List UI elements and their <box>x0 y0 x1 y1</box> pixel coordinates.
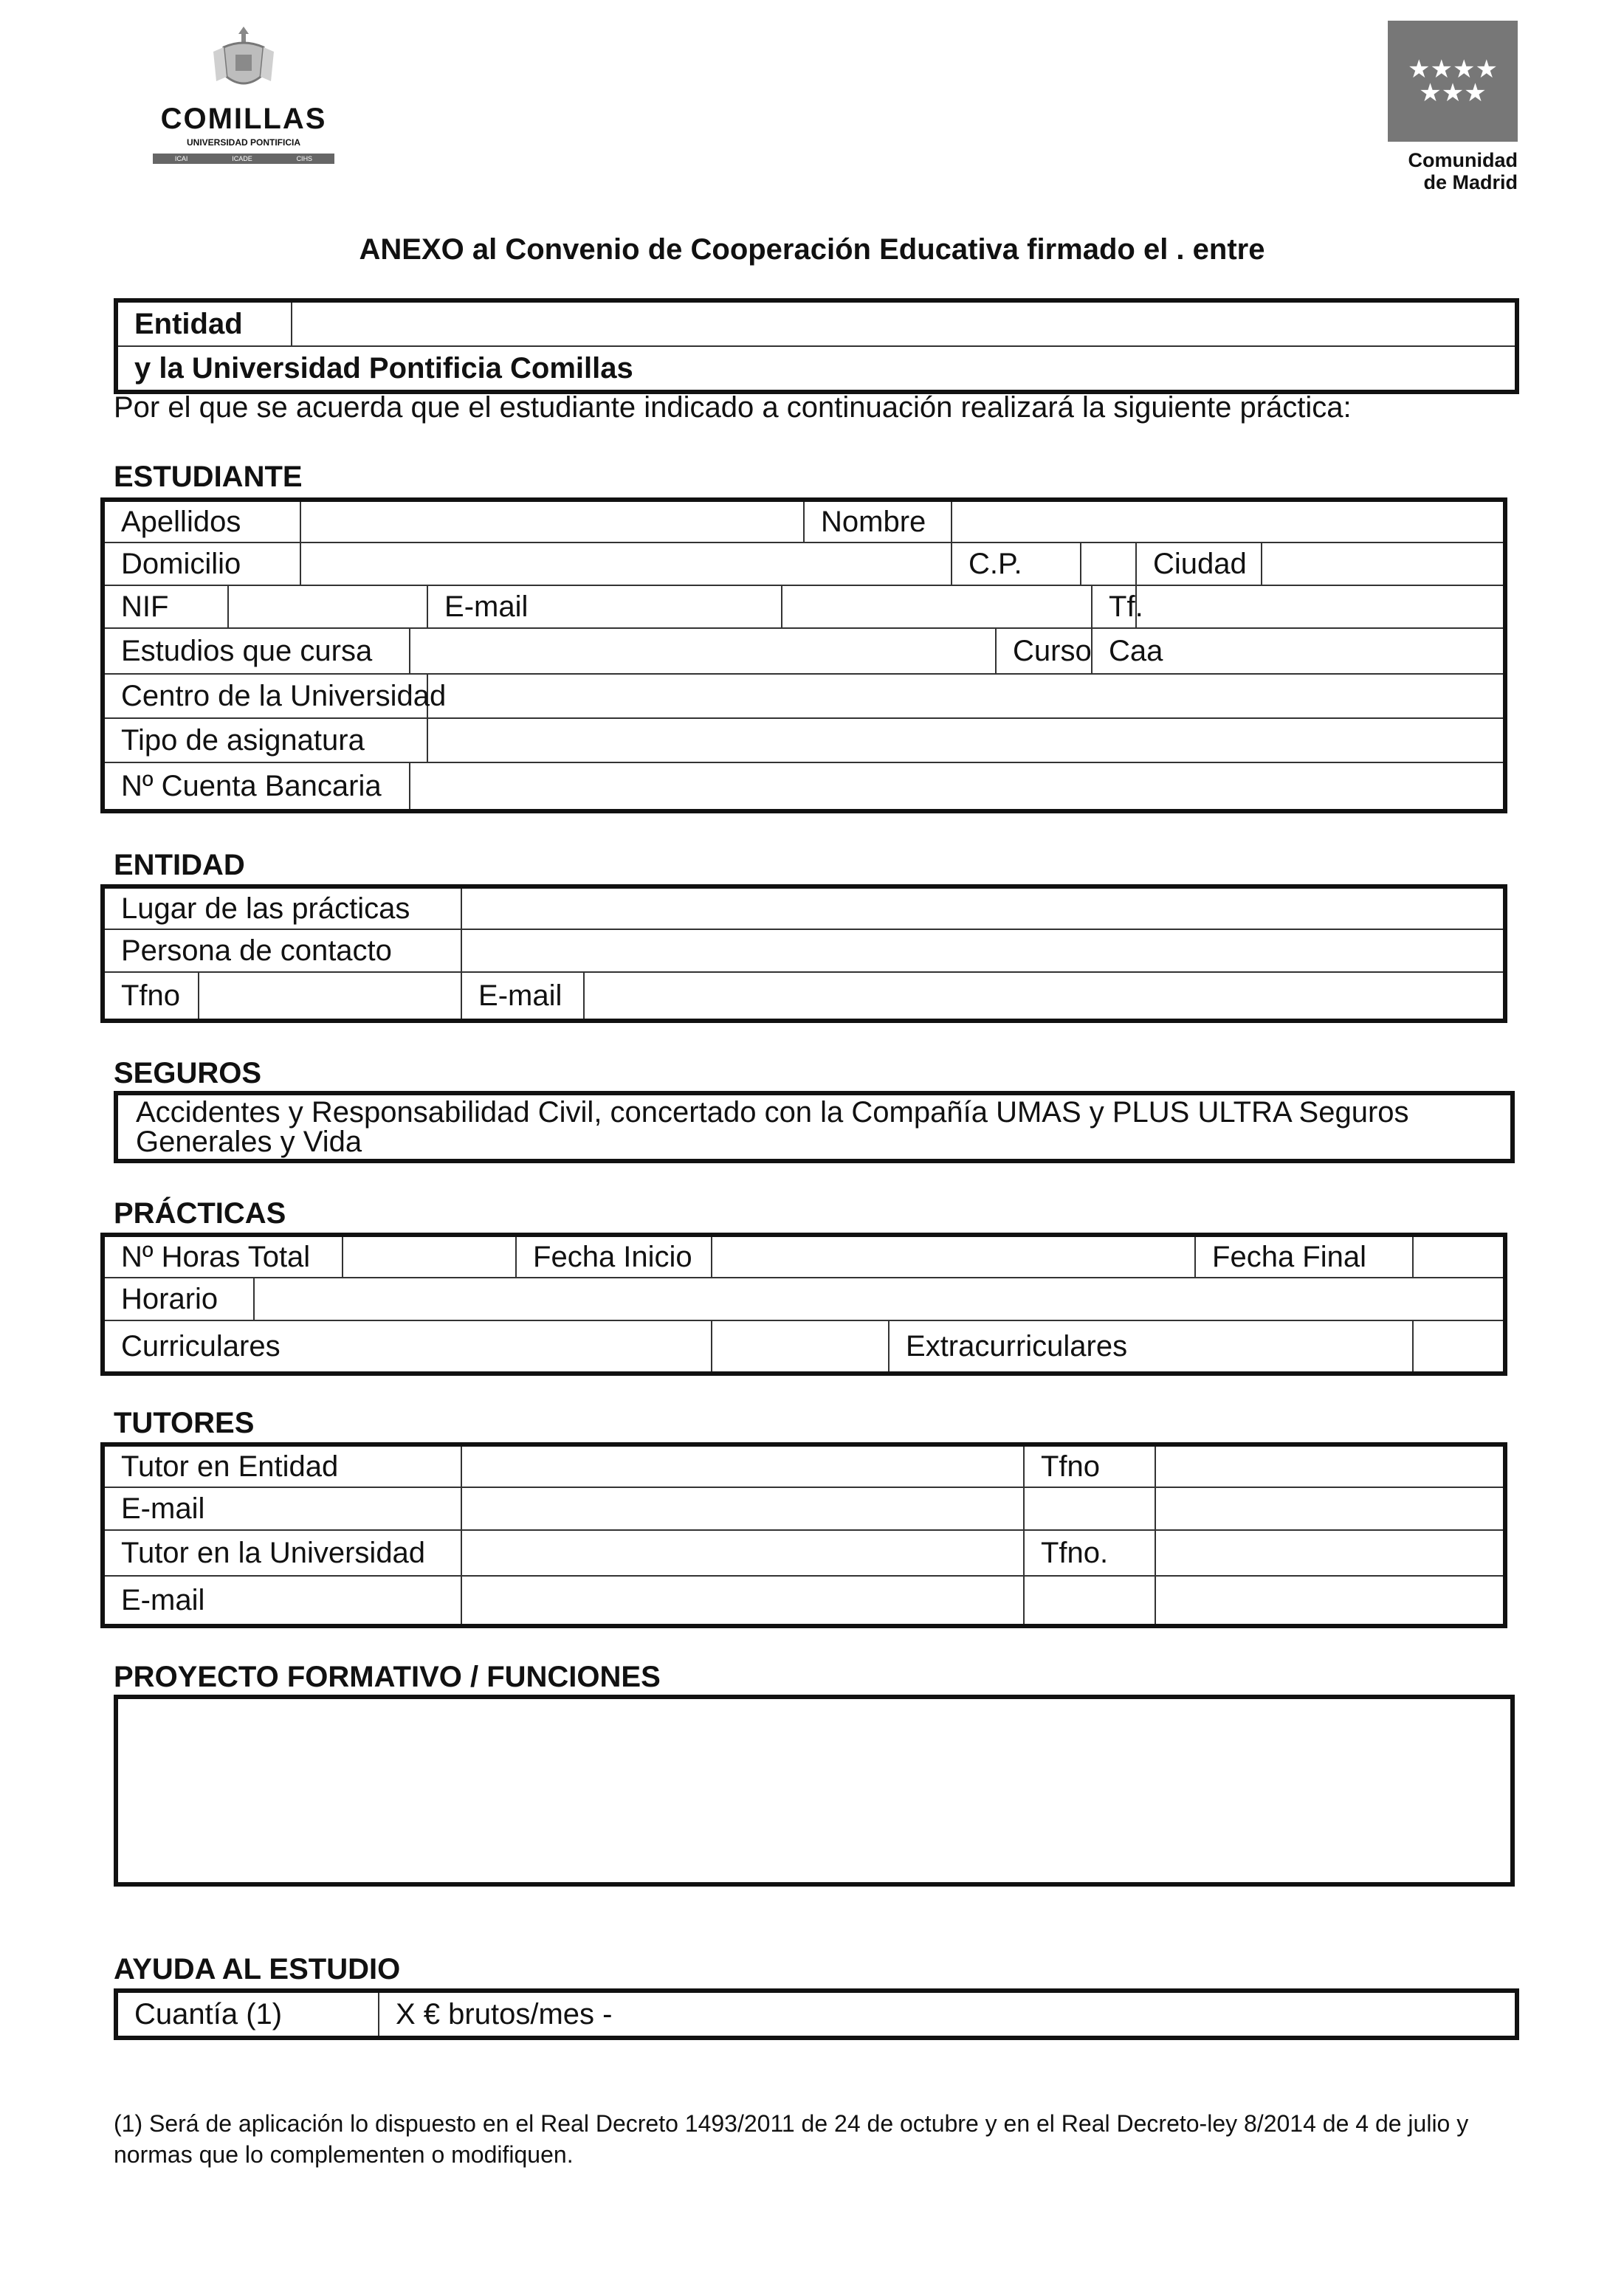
ayuda-title: AYUDA AL ESTUDIO <box>114 1953 401 1985</box>
tf-label: Tf. <box>1092 585 1136 628</box>
persona-contacto-label: Persona de contacto <box>103 929 461 972</box>
horario-input[interactable] <box>254 1278 1505 1320</box>
svg-text:★★★★: ★★★★ <box>1408 55 1498 84</box>
cuenta-bancaria-label: Nº Cuenta Bancaria <box>103 762 410 811</box>
parties-table <box>114 298 1519 394</box>
comillas-wordmark: COMILLAS <box>160 103 327 135</box>
fecha-inicio-input[interactable] <box>712 1235 1195 1278</box>
cuantia-value[interactable]: X € brutos/mes - <box>379 1991 1517 2038</box>
practicas-table <box>100 1233 1507 1376</box>
tutor-universidad-email-label: E-mail <box>103 1576 461 1626</box>
tutor-universidad-input[interactable] <box>461 1530 1024 1576</box>
comillas-schools-bar <box>153 154 334 164</box>
entidad-tfno-label: Tfno <box>103 972 199 1021</box>
persona-contacto-input[interactable] <box>461 929 1505 972</box>
tutor-entidad-label: Tutor en Entidad <box>103 1444 461 1487</box>
svg-text:★★★: ★★★ <box>1419 78 1487 108</box>
curso-label: Curso <box>996 628 1092 674</box>
tipo-asignatura-input[interactable] <box>427 718 1505 762</box>
tutor-universidad-label: Tutor en la Universidad <box>103 1530 461 1576</box>
entidad-email-input[interactable] <box>584 972 1505 1021</box>
extracurriculares-input[interactable] <box>1413 1320 1505 1374</box>
comillas-logo <box>148 22 340 170</box>
extracurriculares-label: Extracurriculares <box>889 1320 1413 1374</box>
curriculares-label: Curriculares <box>103 1320 712 1374</box>
tutor-entidad-input[interactable] <box>461 1444 1024 1487</box>
tutor-universidad-blank-cell[interactable] <box>1024 1576 1155 1626</box>
seguros-title: SEGUROS <box>114 1057 262 1089</box>
tutor-universidad-blank-input[interactable] <box>1155 1576 1505 1626</box>
tf-input[interactable] <box>1136 585 1505 628</box>
nombre-label: Nombre <box>804 500 952 542</box>
comunidad-madrid-logo <box>1388 21 1518 193</box>
apellidos-input[interactable] <box>300 500 804 542</box>
cp-label: C.P. <box>952 542 1081 585</box>
tutor-entidad-tfno-label: Tfno <box>1024 1444 1155 1487</box>
nif-input[interactable] <box>228 585 427 628</box>
entidad-input[interactable] <box>292 300 1517 346</box>
nombre-input[interactable] <box>952 500 1505 542</box>
school-icade: ICADE <box>232 155 252 162</box>
email-label: E-mail <box>427 585 782 628</box>
fecha-final-input[interactable] <box>1413 1235 1505 1278</box>
cuantia-label: Cuantía (1) <box>116 1991 379 2038</box>
proyecto-title: PROYECTO FORMATIVO / FUNCIONES <box>114 1661 661 1693</box>
tutor-entidad-blank-cell[interactable] <box>1024 1487 1155 1530</box>
horas-total-input[interactable] <box>343 1235 516 1278</box>
school-cihs: CIHS <box>296 155 313 162</box>
ciudad-input[interactable] <box>1262 542 1505 585</box>
stars-icon <box>1397 55 1508 107</box>
proyecto-table <box>114 1695 1515 1887</box>
email-input[interactable] <box>782 585 1092 628</box>
fecha-inicio-label: Fecha Inicio <box>516 1235 712 1278</box>
entidad-title: ENTIDAD <box>114 849 245 881</box>
comunidad-madrid-name: Comunidad de Madrid <box>1408 149 1518 193</box>
domicilio-input[interactable] <box>300 542 952 585</box>
entidad-tfno-input[interactable] <box>199 972 461 1021</box>
practicas-title: PRÁCTICAS <box>114 1197 286 1230</box>
school-icai: ICAI <box>174 155 188 162</box>
comillas-subtitle: UNIVERSIDAD PONTIFICIA <box>186 137 300 148</box>
tutor-universidad-email-input[interactable] <box>461 1576 1024 1626</box>
fecha-final-label: Fecha Final <box>1195 1235 1413 1278</box>
tutor-entidad-email-label: E-mail <box>103 1487 461 1530</box>
estudiante-title: ESTUDIANTE <box>114 461 303 493</box>
tutores-title: TUTORES <box>114 1407 255 1439</box>
estudiante-table <box>100 497 1507 813</box>
entidad-table <box>100 884 1507 1023</box>
intro-text: Por el que se acuerda que el estudiante indicado a continuación realizará la siguiente práctica: <box>114 391 1352 424</box>
horario-label: Horario <box>103 1278 254 1320</box>
domicilio-label: Domicilio <box>103 542 300 585</box>
seguros-table <box>114 1091 1515 1163</box>
estudios-input[interactable] <box>410 628 996 674</box>
caa-label: Caa <box>1092 628 1505 674</box>
tutores-table <box>100 1442 1507 1628</box>
universidad-label: y la Universidad Pontificia Comillas <box>116 346 1517 392</box>
tutor-entidad-tfno-input[interactable] <box>1155 1444 1505 1487</box>
ciudad-label: Ciudad <box>1136 542 1262 585</box>
tutor-entidad-email-input[interactable] <box>461 1487 1024 1530</box>
ayuda-table <box>114 1988 1519 2040</box>
lugar-practicas-input[interactable] <box>461 886 1505 929</box>
tutor-universidad-tfno-label: Tfno. <box>1024 1530 1155 1576</box>
horas-total-label: Nº Horas Total <box>103 1235 343 1278</box>
entidad-label: Entidad <box>116 300 292 346</box>
footnote: (1) Será de aplicación lo dispuesto en el Real Decreto 1493/2011 de 24 de octubre y en el Real Decreto-ley 8/2014 de 4 de julio y normas que lo complementen o modifiquen. <box>114 2110 1469 2168</box>
centro-input[interactable] <box>427 674 1505 718</box>
comillas-crest-icon <box>203 22 284 96</box>
madrid-flag <box>1388 21 1518 142</box>
entidad-email-label: E-mail <box>461 972 584 1021</box>
nif-label: NIF <box>103 585 228 628</box>
tutor-entidad-blank-input[interactable] <box>1155 1487 1505 1530</box>
lugar-practicas-label: Lugar de las prácticas <box>103 886 461 929</box>
document-title: ANEXO al Convenio de Cooperación Educativa firmado el . entre <box>359 233 1265 266</box>
cuenta-bancaria-input[interactable] <box>410 762 1505 811</box>
proyecto-input[interactable] <box>116 1697 1513 1884</box>
estudios-label: Estudios que cursa <box>103 628 410 674</box>
centro-label: Centro de la Universidad <box>103 674 427 718</box>
curriculares-input[interactable] <box>712 1320 889 1374</box>
tipo-asignatura-label: Tipo de asignatura <box>103 718 427 762</box>
cp-input[interactable] <box>1081 542 1136 585</box>
seguros-text: Accidentes y Responsabilidad Civil, concertado con la Compañía UMAS y PLUS ULTRA Seguros Generales y Vida <box>116 1093 1513 1161</box>
apellidos-label: Apellidos <box>103 500 300 542</box>
tutor-universidad-tfno-input[interactable] <box>1155 1530 1505 1576</box>
